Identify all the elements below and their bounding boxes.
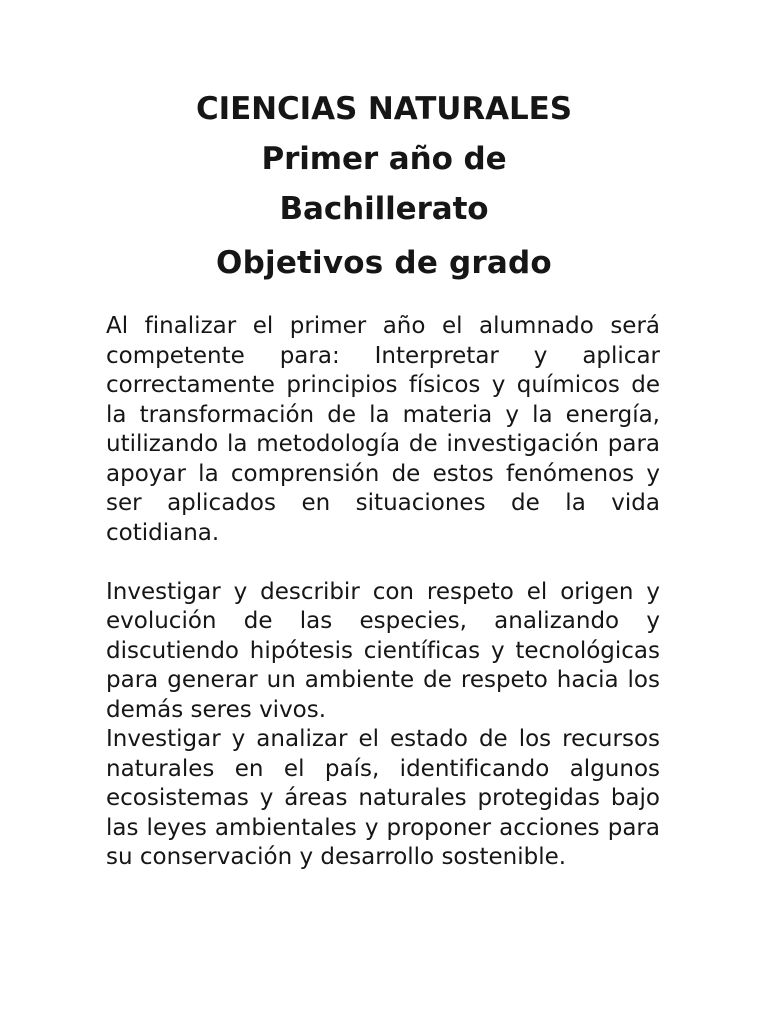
page-title-line-3: Bachillerato: [279, 191, 489, 227]
paragraph-objetivo-2: Investigar y describir con respeto el origen y evolución de las especies, analizando y discutiendo hipótesis científicas y tecnológicas para generar un ambiente de respeto hacia los demás seres vivos.: [106, 578, 660, 723]
section-heading-objetivos-de-grado: Objetivos de grado: [216, 245, 552, 281]
paragraph-objetivo-1: Al finalizar el primer año el alumnado será competente para: Interpretar y aplicar correctamente principios físicos y químicos de la transformación de la materia y la energía, utilizando la metodología de investigación para apoyar la comprensión de estos fenómenos y ser aplicados en situaciones de la vida cotidiana.: [106, 313, 660, 546]
paragraph-objetivo-3: Investigar y analizar el estado de los recursos naturales en el país, identificando algunos ecosistemas y áreas naturales protegidas bajo las leyes ambientales y proponer acciones para su conservación y desarrollo sostenible.: [106, 726, 660, 870]
page-title-line-1: CIENCIAS NATURALES: [196, 91, 572, 127]
document-title-block: [0, 84, 768, 288]
document-body: [106, 312, 660, 873]
page-title-line-2: Primer año de: [261, 141, 507, 177]
